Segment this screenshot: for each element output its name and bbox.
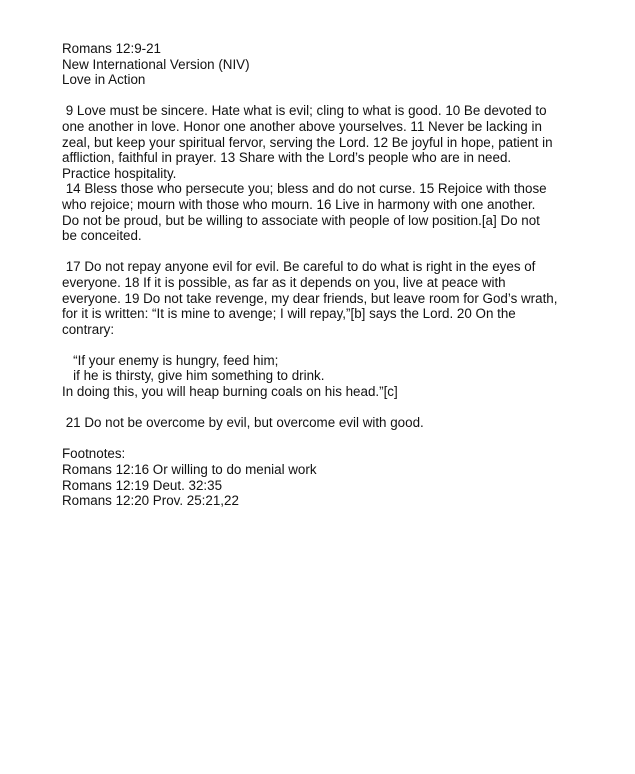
paragraph-verses-14-16 — [62, 181, 602, 243]
paragraph-verse-21 — [62, 415, 602, 431]
text-line: affliction, faithful in prayer. 13 Share with the Lord’s people who are in need. — [62, 150, 512, 166]
text-line: who rejoice; mourn with those who mourn. 16 Live in harmony with one another. — [62, 196, 536, 212]
blank-line — [62, 244, 602, 260]
text-line: Do not be proud, but be willing to associate with people of low position.[a] Do not — [62, 212, 540, 228]
blank-line — [62, 88, 602, 104]
paragraph-verses-17-20 — [62, 259, 602, 337]
quote-line: In doing this, you will heap burning coals on his head.”[c] — [62, 384, 398, 400]
text-line: be conceited. — [62, 228, 142, 244]
section-heading: Love in Action — [62, 72, 146, 88]
text-line: everyone. 19 Do not take revenge, my dear friends, but leave room for God’s wrath, — [62, 290, 558, 306]
text-line: for it is written: “It is mine to avenge; I will repay,”[b] says the Lord. 20 On the — [62, 306, 516, 322]
paragraph-verses-9-13 — [62, 103, 602, 181]
blank-line — [62, 400, 602, 416]
text-line: 21 Do not be overcome by evil, but overcome evil with good. — [62, 415, 424, 431]
text-line: zeal, but keep your spiritual fervor, serving the Lord. 12 Be joyful in hope, patient in — [62, 134, 553, 150]
footnote-item: Romans 12:20 Prov. 25:21,22 — [62, 493, 239, 509]
footnote-item: Romans 12:19 Deut. 32:35 — [62, 477, 223, 493]
passage-header — [62, 41, 602, 88]
bible-version: New International Version (NIV) — [62, 56, 250, 72]
quote-line: “If your enemy is hungry, feed him; — [62, 352, 279, 368]
footnote-item: Romans 12:16 Or willing to do menial work — [62, 462, 317, 478]
text-line: 9 Love must be sincere. Hate what is evil; cling to what is good. 10 Be devoted to — [62, 103, 547, 119]
passage-reference: Romans 12:9-21 — [62, 41, 161, 56]
text-line: everyone. 18 If it is possible, as far as it depends on you, live at peace with — [62, 274, 506, 290]
footnotes-title: Footnotes: — [62, 446, 126, 462]
blank-line — [62, 337, 602, 353]
quote-line: if he is thirsty, give him something to drink. — [62, 368, 325, 384]
document-page — [62, 41, 602, 509]
text-line: one another in love. Honor one another above yourselves. 11 Never be lacking in — [62, 118, 542, 134]
footnotes-section — [62, 446, 602, 508]
text-line: Practice hospitality. — [62, 165, 177, 181]
text-line: contrary: — [62, 321, 115, 337]
quotation-block — [62, 353, 602, 400]
text-line: 14 Bless those who persecute you; bless and do not curse. 15 Rejoice with those — [62, 181, 547, 197]
blank-line — [62, 431, 602, 447]
text-line: 17 Do not repay anyone evil for evil. Be careful to do what is right in the eyes of — [62, 259, 536, 275]
